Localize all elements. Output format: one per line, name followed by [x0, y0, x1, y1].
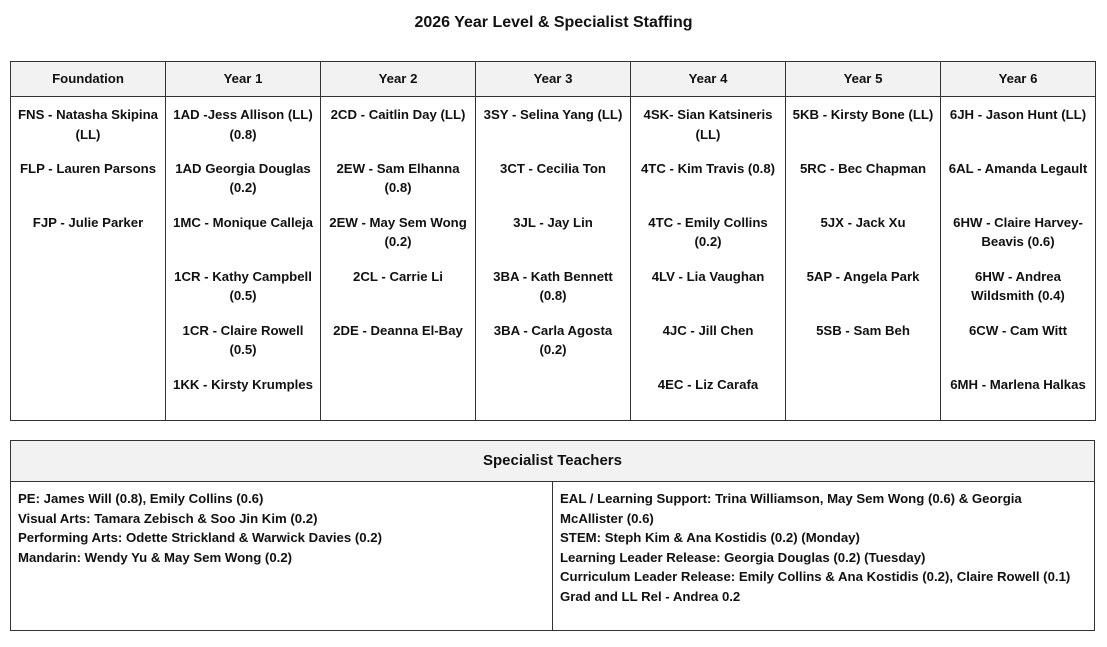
table-row: [11, 313, 1096, 367]
table-cell: 1AD Georgia Douglas (0.2): [166, 151, 321, 205]
specialist-pe: PE: James Will (0.8), Emily Collins (0.6): [18, 491, 264, 506]
column-header-year-3: Year 3: [476, 62, 631, 97]
table-cell: 1KK - Kirsty Krumples: [166, 367, 321, 421]
column-header-year-1: Year 1: [166, 62, 321, 97]
table-cell: 3BA - Carla Agosta (0.2): [476, 313, 631, 367]
table-cell: 2EW - May Sem Wong (0.2): [321, 205, 476, 259]
table-cell: 1CR - Kathy Campbell (0.5): [166, 259, 321, 313]
column-header-year-4: Year 4: [631, 62, 786, 97]
table-cell: 2DE - Deanna El-Bay: [321, 313, 476, 367]
table-cell: 6JH - Jason Hunt (LL): [941, 97, 1096, 151]
column-header-year-6: Year 6: [941, 62, 1096, 97]
specialist-grad-ll-release: Grad and LL Rel - Andrea 0.2: [560, 588, 741, 604]
table-cell: 4TC - Emily Collins (0.2): [631, 205, 786, 259]
table-cell: 6MH - Marlena Halkas: [941, 367, 1096, 421]
column-header-year-2: Year 2: [321, 62, 476, 97]
table-cell: 5RC - Bec Chapman: [786, 151, 941, 205]
column-header-year-5: Year 5: [786, 62, 941, 97]
table-cell: 1CR - Claire Rowell (0.5): [166, 313, 321, 367]
table-cell: 4EC - Liz Carafa: [631, 367, 786, 421]
table-cell: 5SB - Sam Beh: [786, 313, 941, 367]
table-cell: 2EW - Sam Elhanna (0.8): [321, 151, 476, 205]
specialist-performing-arts: Performing Arts: Odette Strickland & Warwick Davies (0.2): [18, 530, 382, 545]
specialist-left-column: [11, 482, 553, 631]
table-cell: [11, 367, 166, 421]
table-cell: 3CT - Cecilia Ton: [476, 151, 631, 205]
specialist-learning-leader-release: Learning Leader Release: Georgia Douglas (0.2) (Tuesday): [560, 549, 926, 565]
table-row: [11, 97, 1096, 151]
table-cell: 5KB - Kirsty Bone (LL): [786, 97, 941, 151]
specialist-columns: [11, 482, 1094, 631]
table-cell: 1MC - Monique Calleja: [166, 205, 321, 259]
table-cell: 3SY - Selina Yang (LL): [476, 97, 631, 151]
table-cell: [321, 367, 476, 421]
table-row: [11, 205, 1096, 259]
table-cell: 4SK- Sian Katsineris (LL): [631, 97, 786, 151]
specialist-teachers-title: Specialist Teachers: [11, 441, 1094, 482]
table-cell: 5JX - Jack Xu: [786, 205, 941, 259]
table-cell: 4LV - Lia Vaughan: [631, 259, 786, 313]
specialist-eal-learning-support: EAL / Learning Support: Trina Williamson, May Sem Wong (0.6) & Georgia McAllister (0.6): [560, 491, 1022, 526]
table-cell: 3BA - Kath Bennett (0.8): [476, 259, 631, 313]
table-cell: FNS - Natasha Skipina (LL): [11, 97, 166, 151]
table-row: [11, 367, 1096, 421]
table-cell: 4JC - Jill Chen: [631, 313, 786, 367]
table-cell: [11, 259, 166, 313]
specialist-visual-arts: Visual Arts: Tamara Zebisch & Soo Jin Kim (0.2): [18, 510, 318, 526]
specialist-right-column: [553, 482, 1094, 631]
table-cell: 4TC - Kim Travis (0.8): [631, 151, 786, 205]
table-cell: [11, 313, 166, 367]
table-cell: [476, 367, 631, 421]
specialist-teachers-panel: [10, 440, 1095, 631]
table-cell: 6HW - Andrea Wildsmith (0.4): [941, 259, 1096, 313]
table-cell: 6AL - Amanda Legault: [941, 151, 1096, 205]
table-row: [11, 151, 1096, 205]
table-cell: 1AD -Jess Allison (LL) (0.8): [166, 97, 321, 151]
table-cell: FLP - Lauren Parsons: [11, 151, 166, 205]
specialist-stem: STEM: Steph Kim & Ana Kostidis (0.2) (Monday): [560, 530, 860, 545]
table-cell: FJP - Julie Parker: [11, 205, 166, 259]
table-cell: 2CD - Caitlin Day (LL): [321, 97, 476, 151]
table-cell: 2CL - Carrie Li: [321, 259, 476, 313]
specialist-curriculum-leader-release: Curriculum Leader Release: Emily Collins & Ana Kostidis (0.2), Claire Rowell (0.1): [560, 569, 1071, 584]
page-title: 2026 Year Level & Specialist Staffing: [414, 14, 693, 31]
table-cell: 6HW - Claire Harvey-Beavis (0.6): [941, 205, 1096, 259]
table-cell: [786, 367, 941, 421]
staffing-table: [10, 61, 1096, 421]
table-cell: 5AP - Angela Park: [786, 259, 941, 313]
table-cell: 3JL - Jay Lin: [476, 205, 631, 259]
table-row: [11, 259, 1096, 313]
column-header-foundation: Foundation: [11, 62, 166, 97]
specialist-mandarin: Mandarin: Wendy Yu & May Sem Wong (0.2): [18, 549, 293, 565]
table-cell: 6CW - Cam Witt: [941, 313, 1096, 367]
table-header-row: [11, 62, 1096, 97]
